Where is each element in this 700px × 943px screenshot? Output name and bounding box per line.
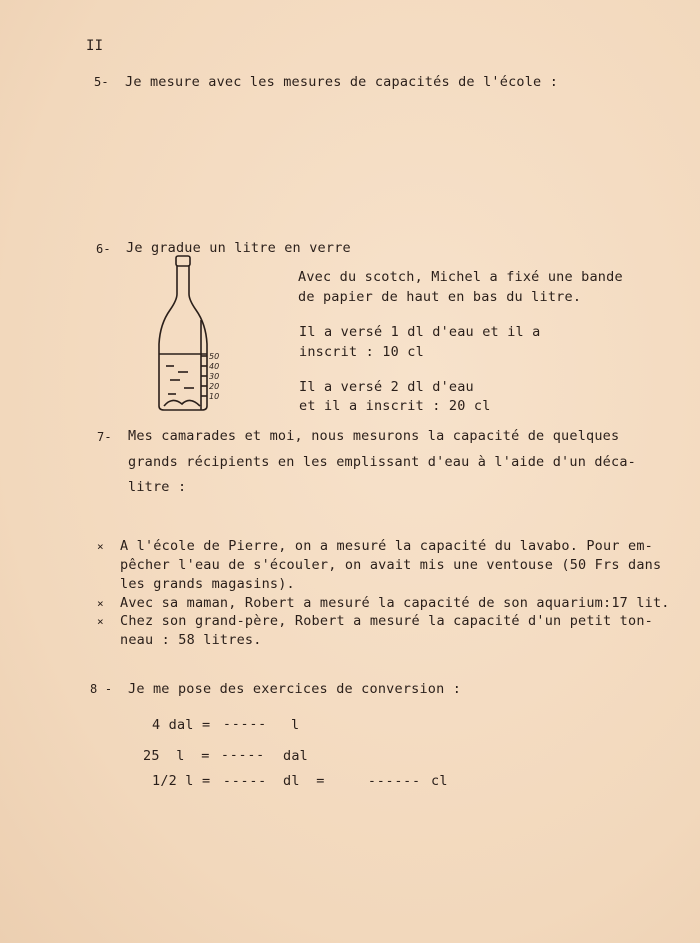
section-6-p1-line2: de papier de haut en bas du litre. <box>298 289 582 305</box>
bullet-3-line2: neau : 58 litres. <box>120 632 262 648</box>
bottle-drawing <box>150 254 230 414</box>
exercise-1-unit: l <box>291 717 300 733</box>
section-6-p2-line1: Il a versé 1 dl d'eau et il a <box>299 324 541 340</box>
section-6-p3-line1: Il a versé 2 dl d'eau <box>299 379 474 395</box>
exercise-2-blank: ----- <box>221 748 266 763</box>
section-7-line3: litre : <box>128 479 187 495</box>
exercise-3-blank2: ------ <box>368 774 421 789</box>
section-7-line1: Mes camarades et moi, nous mesurons la capacité de quelques <box>128 428 620 444</box>
section-5-text: Je mesure avec les mesures de capacités de l'école : <box>125 74 559 90</box>
section-6-p2-line2: inscrit : 10 cl <box>299 344 424 360</box>
section-5-number: 5- <box>94 75 109 89</box>
bottle-mark-20: 20 <box>209 382 220 391</box>
bullet-1-line3: les grands magasins). <box>120 576 295 592</box>
bullet-marker-3: × <box>97 615 104 628</box>
exercise-2-left: 25 l = <box>143 748 210 764</box>
exercise-3-mid: dl = <box>283 773 325 789</box>
section-8-number: 8 - <box>90 682 113 696</box>
section-6-p1-line1: Avec du scotch, Michel a fixé une bande <box>298 269 623 285</box>
bottle-mark-40: 40 <box>209 362 220 371</box>
bullet-1-line1: A l'école de Pierre, on a mesuré la capacité du lavabo. Pour em- <box>120 538 653 554</box>
bottle-mark-50: 50 <box>209 352 220 361</box>
section-6-number: 6- <box>96 242 111 256</box>
section-7-number: 7- <box>97 430 112 444</box>
exercise-1-left: 4 dal = <box>152 717 211 733</box>
bullet-marker-2: × <box>97 597 104 610</box>
bullet-1-line2: pêcher l'eau de s'écouler, on avait mis une ventouse (50 Frs dans <box>120 557 662 573</box>
exercise-2-unit: dal <box>283 748 308 764</box>
bullet-2-line1: Avec sa maman, Robert a mesuré la capacité de son aquarium:17 lit. <box>120 595 670 611</box>
exercise-1-blank: ----- <box>223 717 268 732</box>
exercise-3-blank: ----- <box>223 774 268 789</box>
section-8-title: Je me pose des exercices de conversion : <box>128 681 462 697</box>
section-6-p3-line2: et il a inscrit : 20 cl <box>299 398 491 414</box>
page-number: II <box>86 38 104 54</box>
exercise-3-left: 1/2 l = <box>152 773 211 789</box>
bullet-3-line1: Chez son grand-père, Robert a mesuré la capacité d'un petit ton- <box>120 613 653 629</box>
bottle-mark-10: 10 <box>209 392 220 401</box>
bullet-marker-1: × <box>97 540 104 553</box>
exercise-3-unit: cl <box>431 773 448 789</box>
section-6-title: Je gradue un litre en verre <box>126 240 351 256</box>
bottle-mark-30: 30 <box>209 372 220 381</box>
section-7-line2: grands récipients en les emplissant d'eau à l'aide d'un déca- <box>128 454 636 470</box>
